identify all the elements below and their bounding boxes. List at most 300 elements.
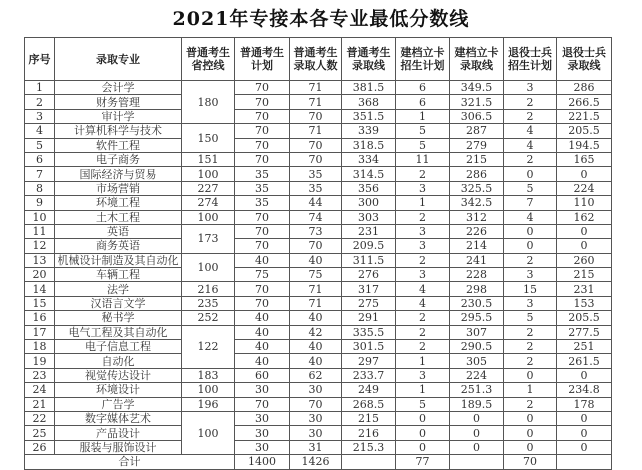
cell-major: 审计学 <box>55 109 182 123</box>
table-row <box>25 311 612 325</box>
cell-cutoff: 231 <box>342 224 396 238</box>
cell-seq: 2 <box>25 95 55 109</box>
cell-poor-plan: 3 <box>396 239 450 253</box>
cell-poor-plan: 11 <box>396 152 450 166</box>
cell-plan: 30 <box>235 383 290 397</box>
cell-seq: 10 <box>25 210 55 224</box>
cell-cutoff: 334 <box>342 152 396 166</box>
cell-cutoff: 276 <box>342 268 396 282</box>
cell-cutoff: 215 <box>342 411 396 425</box>
cell-cutoff: 300 <box>342 196 396 210</box>
cell-vet-plan: 4 <box>504 210 557 224</box>
cell-poor-cutoff: 349.5 <box>450 81 504 95</box>
cell-poor-cutoff: 0 <box>450 440 504 454</box>
cell-cutoff: 381.5 <box>342 81 396 95</box>
score-table <box>24 37 612 470</box>
cell-plan: 40 <box>235 340 290 354</box>
cell-vet-cutoff: 0 <box>557 239 612 253</box>
cell-poor-cutoff: 279 <box>450 138 504 152</box>
table-row <box>25 397 612 411</box>
cell-prov-line: 216 <box>182 282 235 296</box>
cell-major: 服装与服饰设计 <box>55 440 182 454</box>
cell-vet-cutoff: 153 <box>557 296 612 310</box>
cell-vet-plan: 0 <box>504 426 557 440</box>
total-cutoff <box>342 455 396 469</box>
cell-poor-cutoff: 305 <box>450 354 504 368</box>
cell-vet-plan: 5 <box>504 311 557 325</box>
cell-poor-cutoff: 321.5 <box>450 95 504 109</box>
header-line1: 普通考生 <box>293 46 338 59</box>
cell-poor-plan: 2 <box>396 253 450 267</box>
cell-major: 机械设计制造及其自动化 <box>55 253 182 267</box>
cell-vet-cutoff: 251 <box>557 340 612 354</box>
header-line2: 录取人数 <box>293 59 338 72</box>
cell-plan: 40 <box>235 325 290 339</box>
cell-poor-cutoff: 0 <box>450 426 504 440</box>
cell-admitted: 35 <box>290 181 342 195</box>
cell-prov-line: 196 <box>182 397 235 411</box>
cell-cutoff: 209.5 <box>342 239 396 253</box>
cell-plan: 40 <box>235 253 290 267</box>
cell-seq: 21 <box>25 397 55 411</box>
cell-cutoff: 368 <box>342 95 396 109</box>
cell-prov-line: 100 <box>182 253 235 282</box>
cell-seq: 16 <box>25 311 55 325</box>
cell-vet-plan: 0 <box>504 411 557 425</box>
cell-prov-line: 173 <box>182 224 235 253</box>
table-row <box>25 368 612 382</box>
cell-admitted: 71 <box>290 95 342 109</box>
cell-prov-line: 150 <box>182 124 235 153</box>
table-row <box>25 340 612 354</box>
header-cutoff <box>342 38 396 81</box>
cell-poor-cutoff: 342.5 <box>450 196 504 210</box>
cell-cutoff: 314.5 <box>342 167 396 181</box>
cell-major: 英语 <box>55 224 182 238</box>
cell-poor-plan: 2 <box>396 325 450 339</box>
cell-vet-cutoff: 266.5 <box>557 95 612 109</box>
table-row <box>25 167 612 181</box>
cell-poor-plan: 2 <box>396 210 450 224</box>
cell-cutoff: 249 <box>342 383 396 397</box>
cell-poor-cutoff: 224 <box>450 368 504 382</box>
header-line2: 省控线 <box>191 59 225 72</box>
table-row <box>25 109 612 123</box>
cell-admitted: 70 <box>290 109 342 123</box>
cell-major: 车辆工程 <box>55 268 182 282</box>
cell-vet-cutoff: 231 <box>557 282 612 296</box>
cell-poor-cutoff: 312 <box>450 210 504 224</box>
total-vet-plan: 70 <box>504 455 557 469</box>
cell-vet-cutoff: 165 <box>557 152 612 166</box>
cell-seq: 7 <box>25 167 55 181</box>
cell-seq: 4 <box>25 124 55 138</box>
table-row <box>25 210 612 224</box>
cell-prov-line: 235 <box>182 296 235 310</box>
cell-poor-plan: 0 <box>396 440 450 454</box>
cell-major: 国际经济与贸易 <box>55 167 182 181</box>
cell-major: 广告学 <box>55 397 182 411</box>
cell-major: 软件工程 <box>55 138 182 152</box>
cell-seq: 13 <box>25 253 55 267</box>
cell-cutoff: 216 <box>342 426 396 440</box>
cell-admitted: 71 <box>290 124 342 138</box>
cell-prov-line: 100 <box>182 210 235 224</box>
cell-major: 环境工程 <box>55 196 182 210</box>
cell-poor-cutoff: 228 <box>450 268 504 282</box>
cell-vet-plan: 2 <box>504 354 557 368</box>
cell-vet-cutoff: 215 <box>557 268 612 282</box>
cell-plan: 70 <box>235 239 290 253</box>
header-line1: 退役士兵 <box>508 46 552 59</box>
cell-vet-plan: 2 <box>504 109 557 123</box>
cell-poor-cutoff: 0 <box>450 411 504 425</box>
cell-vet-cutoff: 0 <box>557 368 612 382</box>
cell-vet-plan: 3 <box>504 81 557 95</box>
cell-vet-cutoff: 205.5 <box>557 311 612 325</box>
cell-vet-cutoff: 286 <box>557 81 612 95</box>
cell-cutoff: 291 <box>342 311 396 325</box>
cell-seq: 23 <box>25 368 55 382</box>
cell-vet-plan: 15 <box>504 282 557 296</box>
cell-poor-plan: 0 <box>396 411 450 425</box>
cell-vet-plan: 1 <box>504 383 557 397</box>
cell-vet-cutoff: 178 <box>557 397 612 411</box>
cell-major: 商务英语 <box>55 239 182 253</box>
cell-seq: 12 <box>25 239 55 253</box>
header-line2: 招生计划 <box>400 59 445 72</box>
cell-admitted: 70 <box>290 138 342 152</box>
cell-major: 自动化 <box>55 354 182 368</box>
cell-vet-cutoff: 205.5 <box>557 124 612 138</box>
header-prov-line <box>182 38 235 81</box>
table-row <box>25 325 612 339</box>
cell-admitted: 30 <box>290 426 342 440</box>
cell-admitted: 40 <box>290 311 342 325</box>
cell-cutoff: 356 <box>342 181 396 195</box>
cell-admitted: 71 <box>290 81 342 95</box>
cell-plan: 30 <box>235 411 290 425</box>
cell-admitted: 31 <box>290 440 342 454</box>
table-row <box>25 181 612 195</box>
table-row <box>25 253 612 267</box>
cell-poor-cutoff: 226 <box>450 224 504 238</box>
cell-major: 市场营销 <box>55 181 182 195</box>
cell-seq: 20 <box>25 268 55 282</box>
cell-poor-plan: 5 <box>396 138 450 152</box>
table-row <box>25 383 612 397</box>
cell-vet-cutoff: 234.8 <box>557 383 612 397</box>
cell-seq: 22 <box>25 411 55 425</box>
table-row <box>25 224 612 238</box>
cell-plan: 70 <box>235 210 290 224</box>
cell-poor-plan: 1 <box>396 383 450 397</box>
cell-vet-plan: 3 <box>504 268 557 282</box>
cell-prov-line: 100 <box>182 383 235 397</box>
cell-major: 秘书学 <box>55 311 182 325</box>
cell-poor-cutoff: 298 <box>450 282 504 296</box>
cell-plan: 75 <box>235 268 290 282</box>
cell-major: 法学 <box>55 282 182 296</box>
cell-poor-plan: 1 <box>396 196 450 210</box>
cell-poor-cutoff: 214 <box>450 239 504 253</box>
header-seq: 序号 <box>25 38 55 81</box>
cell-seq: 15 <box>25 296 55 310</box>
cell-major: 电气工程及其自动化 <box>55 325 182 339</box>
cell-admitted: 40 <box>290 253 342 267</box>
cell-poor-cutoff: 251.3 <box>450 383 504 397</box>
cell-vet-plan: 0 <box>504 224 557 238</box>
cell-prov-line: 100 <box>182 167 235 181</box>
header-line2: 录取线 <box>460 59 493 72</box>
cell-cutoff: 335.5 <box>342 325 396 339</box>
table-row <box>25 354 612 368</box>
table-body <box>25 81 612 455</box>
cell-major: 视觉传达设计 <box>55 368 182 382</box>
cell-poor-plan: 1 <box>396 109 450 123</box>
cell-cutoff: 297 <box>342 354 396 368</box>
cell-vet-plan: 2 <box>504 325 557 339</box>
cell-plan: 70 <box>235 296 290 310</box>
cell-poor-plan: 5 <box>396 397 450 411</box>
cell-poor-plan: 6 <box>396 95 450 109</box>
cell-seq: 25 <box>25 426 55 440</box>
cell-vet-cutoff: 0 <box>557 411 612 425</box>
cell-admitted: 42 <box>290 325 342 339</box>
cell-vet-cutoff: 0 <box>557 440 612 454</box>
table-row <box>25 296 612 310</box>
cell-seq: 1 <box>25 81 55 95</box>
cell-seq: 6 <box>25 152 55 166</box>
total-row <box>25 455 612 469</box>
cell-poor-plan: 5 <box>396 124 450 138</box>
cell-poor-plan: 2 <box>396 167 450 181</box>
cell-plan: 35 <box>235 167 290 181</box>
table-row <box>25 152 612 166</box>
cell-admitted: 75 <box>290 268 342 282</box>
table-row <box>25 268 612 282</box>
table-row <box>25 81 612 95</box>
cell-seq: 11 <box>25 224 55 238</box>
cell-prov-line: 100 <box>182 411 235 454</box>
header-line1: 普通考生 <box>240 46 284 59</box>
cell-vet-plan: 2 <box>504 340 557 354</box>
cell-seq: 14 <box>25 282 55 296</box>
header-poor-plan <box>396 38 450 81</box>
cell-vet-cutoff: 0 <box>557 167 612 181</box>
cell-poor-plan: 1 <box>396 354 450 368</box>
cell-admitted: 71 <box>290 296 342 310</box>
table-row <box>25 282 612 296</box>
header-line1: 退役士兵 <box>562 46 606 59</box>
total-admitted: 1426 <box>290 455 342 469</box>
cell-poor-plan: 2 <box>396 311 450 325</box>
cell-vet-cutoff: 261.5 <box>557 354 612 368</box>
cell-vet-plan: 5 <box>504 181 557 195</box>
header-line1: 普通考生 <box>346 46 391 59</box>
cell-vet-cutoff: 221.5 <box>557 109 612 123</box>
cell-major: 计算机科学与技术 <box>55 124 182 138</box>
cell-poor-plan: 0 <box>396 426 450 440</box>
cell-poor-cutoff: 215 <box>450 152 504 166</box>
cell-plan: 35 <box>235 196 290 210</box>
cell-vet-plan: 7 <box>504 196 557 210</box>
cell-cutoff: 301.5 <box>342 340 396 354</box>
cell-poor-cutoff: 230.5 <box>450 296 504 310</box>
cell-poor-plan: 2 <box>396 340 450 354</box>
cell-vet-cutoff: 0 <box>557 224 612 238</box>
cell-plan: 30 <box>235 440 290 454</box>
cell-admitted: 70 <box>290 239 342 253</box>
cell-admitted: 40 <box>290 340 342 354</box>
total-label: 合计 <box>25 455 235 469</box>
cell-admitted: 73 <box>290 224 342 238</box>
header-admitted <box>290 38 342 81</box>
table-row <box>25 95 612 109</box>
cell-plan: 70 <box>235 152 290 166</box>
cell-vet-cutoff: 110 <box>557 196 612 210</box>
cell-admitted: 40 <box>290 354 342 368</box>
cell-major: 产品设计 <box>55 426 182 440</box>
header-vet-cutoff <box>557 38 612 81</box>
cell-major: 电子商务 <box>55 152 182 166</box>
header-poor-cutoff <box>450 38 504 81</box>
header-vet-plan <box>504 38 557 81</box>
cell-seq: 5 <box>25 138 55 152</box>
cell-cutoff: 268.5 <box>342 397 396 411</box>
cell-cutoff: 339 <box>342 124 396 138</box>
cell-vet-cutoff: 224 <box>557 181 612 195</box>
cell-admitted: 62 <box>290 368 342 382</box>
cell-cutoff: 311.5 <box>342 253 396 267</box>
cell-major: 土木工程 <box>55 210 182 224</box>
cell-plan: 70 <box>235 224 290 238</box>
cell-plan: 70 <box>235 124 290 138</box>
cell-plan: 40 <box>235 311 290 325</box>
total-poor-cutoff <box>450 455 504 469</box>
cell-seq: 9 <box>25 196 55 210</box>
cell-poor-cutoff: 306.5 <box>450 109 504 123</box>
cell-poor-cutoff: 325.5 <box>450 181 504 195</box>
table-row <box>25 440 612 454</box>
cell-vet-cutoff: 260 <box>557 253 612 267</box>
header-line2: 录取线 <box>352 59 385 72</box>
cell-plan: 70 <box>235 138 290 152</box>
cell-poor-plan: 3 <box>396 224 450 238</box>
cell-vet-plan: 2 <box>504 152 557 166</box>
cell-prov-line: 122 <box>182 325 235 368</box>
total-plan: 1400 <box>235 455 290 469</box>
cell-poor-cutoff: 295.5 <box>450 311 504 325</box>
cell-plan: 30 <box>235 426 290 440</box>
cell-admitted: 70 <box>290 397 342 411</box>
cell-vet-plan: 2 <box>504 397 557 411</box>
total-poor-plan: 77 <box>396 455 450 469</box>
cell-admitted: 44 <box>290 196 342 210</box>
cell-prov-line: 151 <box>182 152 235 166</box>
cell-plan: 35 <box>235 181 290 195</box>
cell-poor-cutoff: 241 <box>450 253 504 267</box>
cell-prov-line: 227 <box>182 181 235 195</box>
cell-prov-line: 180 <box>182 81 235 124</box>
header-line2: 计划 <box>251 59 273 72</box>
cell-admitted: 30 <box>290 383 342 397</box>
table-row <box>25 138 612 152</box>
cell-vet-plan: 3 <box>504 296 557 310</box>
header-line2: 录取线 <box>567 59 601 72</box>
cell-vet-plan: 0 <box>504 167 557 181</box>
cell-cutoff: 275 <box>342 296 396 310</box>
table-row <box>25 196 612 210</box>
cell-major: 财务管理 <box>55 95 182 109</box>
cell-plan: 70 <box>235 109 290 123</box>
cell-vet-cutoff: 194.5 <box>557 138 612 152</box>
cell-cutoff: 317 <box>342 282 396 296</box>
cell-seq: 18 <box>25 340 55 354</box>
cell-seq: 19 <box>25 354 55 368</box>
cell-major: 电子信息工程 <box>55 340 182 354</box>
cell-seq: 3 <box>25 109 55 123</box>
cell-poor-plan: 3 <box>396 181 450 195</box>
cell-major: 汉语言文学 <box>55 296 182 310</box>
cell-prov-line: 274 <box>182 196 235 210</box>
cell-vet-plan: 2 <box>504 253 557 267</box>
cell-admitted: 70 <box>290 152 342 166</box>
cell-plan: 60 <box>235 368 290 382</box>
cell-vet-plan: 4 <box>504 124 557 138</box>
cell-poor-cutoff: 189.5 <box>450 397 504 411</box>
header-line1: 建档立卡 <box>400 46 445 59</box>
cell-seq: 17 <box>25 325 55 339</box>
table-row <box>25 426 612 440</box>
cell-vet-plan: 2 <box>504 95 557 109</box>
cell-poor-plan: 3 <box>396 368 450 382</box>
table-row <box>25 124 612 138</box>
cell-cutoff: 351.5 <box>342 109 396 123</box>
header-line1: 建档立卡 <box>454 46 499 59</box>
cell-poor-cutoff: 287 <box>450 124 504 138</box>
cell-vet-cutoff: 277.5 <box>557 325 612 339</box>
cell-poor-cutoff: 290.5 <box>450 340 504 354</box>
cell-poor-plan: 4 <box>396 296 450 310</box>
cell-admitted: 30 <box>290 411 342 425</box>
cell-admitted: 35 <box>290 167 342 181</box>
cell-vet-plan: 0 <box>504 440 557 454</box>
cell-poor-cutoff: 286 <box>450 167 504 181</box>
cell-poor-plan: 3 <box>396 268 450 282</box>
cell-major: 环境设计 <box>55 383 182 397</box>
header-line2: 招生计划 <box>508 59 552 72</box>
cell-cutoff: 233.7 <box>342 368 396 382</box>
header-line1: 普通考生 <box>186 46 230 59</box>
cell-plan: 70 <box>235 95 290 109</box>
cell-cutoff: 303 <box>342 210 396 224</box>
cell-major: 会计学 <box>55 81 182 95</box>
cell-poor-plan: 4 <box>396 282 450 296</box>
cell-cutoff: 318.5 <box>342 138 396 152</box>
cell-plan: 40 <box>235 354 290 368</box>
cell-poor-cutoff: 307 <box>450 325 504 339</box>
table-row <box>25 411 612 425</box>
cell-cutoff: 215.3 <box>342 440 396 454</box>
page-title: 2021年专接本各专业最低分数线 <box>172 8 470 30</box>
cell-admitted: 71 <box>290 282 342 296</box>
cell-vet-plan: 0 <box>504 368 557 382</box>
cell-prov-line: 252 <box>182 311 235 325</box>
cell-plan: 70 <box>235 81 290 95</box>
cell-plan: 70 <box>235 397 290 411</box>
cell-seq: 26 <box>25 440 55 454</box>
